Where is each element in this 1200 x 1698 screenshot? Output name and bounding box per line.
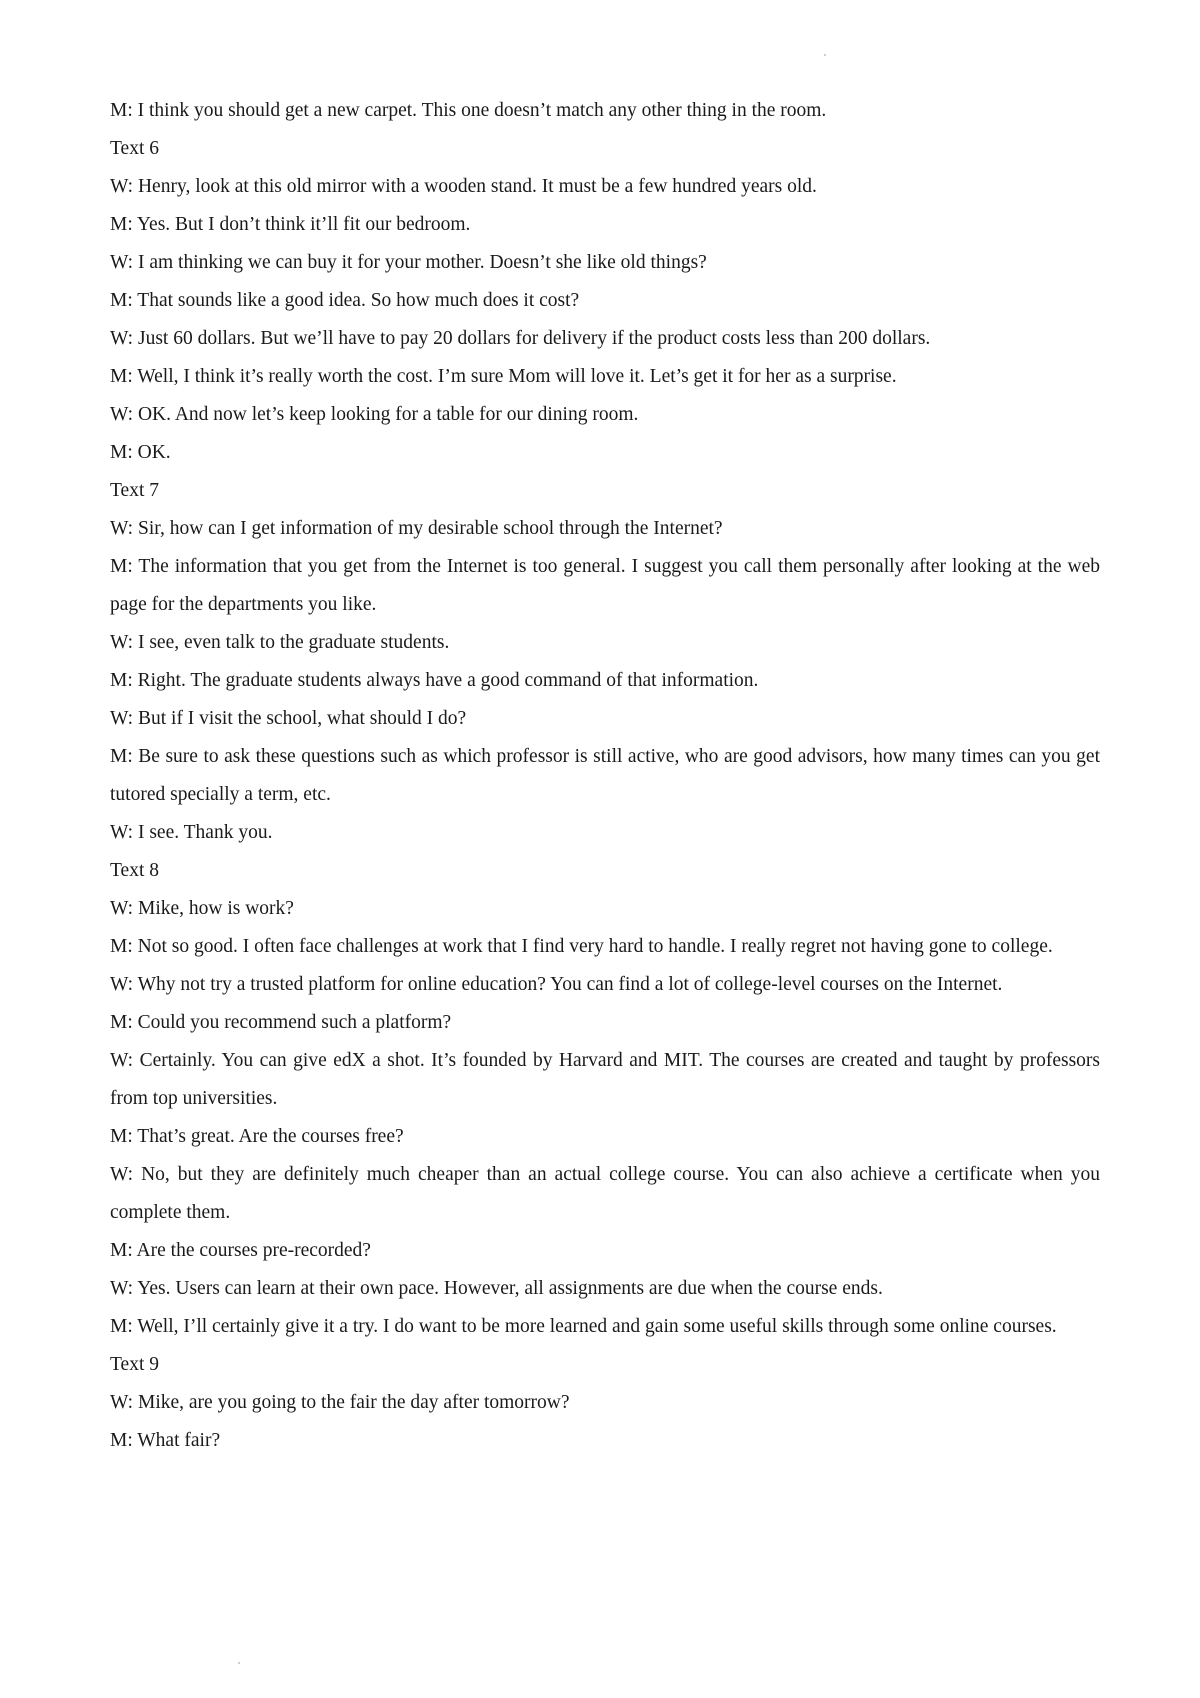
scan-speck: [824, 54, 826, 56]
dialogue-line: M: OK.: [110, 442, 171, 463]
section-heading: Text 9: [110, 1354, 159, 1375]
dialogue-line: M: I think you should get a new carpet. This one doesn’t match any other thing in the room.: [110, 100, 827, 121]
dialogue-line: M: The information that you get from the Internet is too general. I suggest you call them personally after looking at the web page for the departments you like.: [110, 556, 1100, 615]
dialogue-line: M: Well, I think it’s really worth the cost. I’m sure Mom will love it. Let’s get it for her as a surprise.: [110, 366, 897, 387]
dialogue-line: M: Well, I’ll certainly give it a try. I do want to be more learned and gain some useful skills through some online courses.: [110, 1316, 1057, 1337]
dialogue-line: W: OK. And now let’s keep looking for a table for our dining room.: [110, 404, 639, 425]
dialogue-line: W: No, but they are definitely much cheaper than an actual college course. You can also achieve a certificate when you complete them.: [110, 1164, 1100, 1223]
dialogue-line: M: That sounds like a good idea. So how much does it cost?: [110, 290, 580, 311]
dialogue-line: M: What fair?: [110, 1430, 221, 1451]
dialogue-line: M: Could you recommend such a platform?: [110, 1012, 452, 1033]
dialogue-line: W: But if I visit the school, what should I do?: [110, 708, 467, 729]
dialogue-line: W: Just 60 dollars. But we’ll have to pay 20 dollars for delivery if the product costs less than 200 dollars.: [110, 328, 931, 349]
scan-speck: [238, 1662, 240, 1664]
dialogue-line: W: Sir, how can I get information of my desirable school through the Internet?: [110, 518, 723, 539]
dialogue-line: W: I am thinking we can buy it for your mother. Doesn’t she like old things?: [110, 252, 707, 273]
dialogue-line: M: Yes. But I don’t think it’ll fit our bedroom.: [110, 214, 471, 235]
dialogue-line: M: Right. The graduate students always have a good command of that information.: [110, 670, 759, 691]
dialogue-line: M: Are the courses pre-recorded?: [110, 1240, 371, 1261]
dialogue-line: W: Henry, look at this old mirror with a wooden stand. It must be a few hundred years old.: [110, 176, 817, 197]
transcript-page: [110, 92, 1100, 1460]
dialogue-line: W: I see. Thank you.: [110, 822, 273, 843]
section-heading: Text 6: [110, 138, 159, 159]
dialogue-line: W: I see, even talk to the graduate students.: [110, 632, 450, 653]
dialogue-line: W: Certainly. You can give edX a shot. It’s founded by Harvard and MIT. The courses are created and taught by professors from top universities.: [110, 1050, 1100, 1109]
dialogue-line: M: That’s great. Are the courses free?: [110, 1126, 404, 1147]
dialogue-line: W: Mike, how is work?: [110, 898, 294, 919]
dialogue-line: M: Be sure to ask these questions such as which professor is still active, who are good advisors, how many times can you get tutored specially a term, etc.: [110, 746, 1100, 805]
dialogue-line: W: Yes. Users can learn at their own pace. However, all assignments are due when the course ends.: [110, 1278, 883, 1299]
dialogue-line: W: Why not try a trusted platform for online education? You can find a lot of college-level courses on the Internet.: [110, 974, 1003, 995]
dialogue-line: W: Mike, are you going to the fair the day after tomorrow?: [110, 1392, 570, 1413]
section-heading: Text 7: [110, 480, 159, 501]
dialogue-line: M: Not so good. I often face challenges at work that I find very hard to handle. I really regret not having gone to college.: [110, 936, 1053, 957]
section-heading: Text 8: [110, 860, 159, 881]
